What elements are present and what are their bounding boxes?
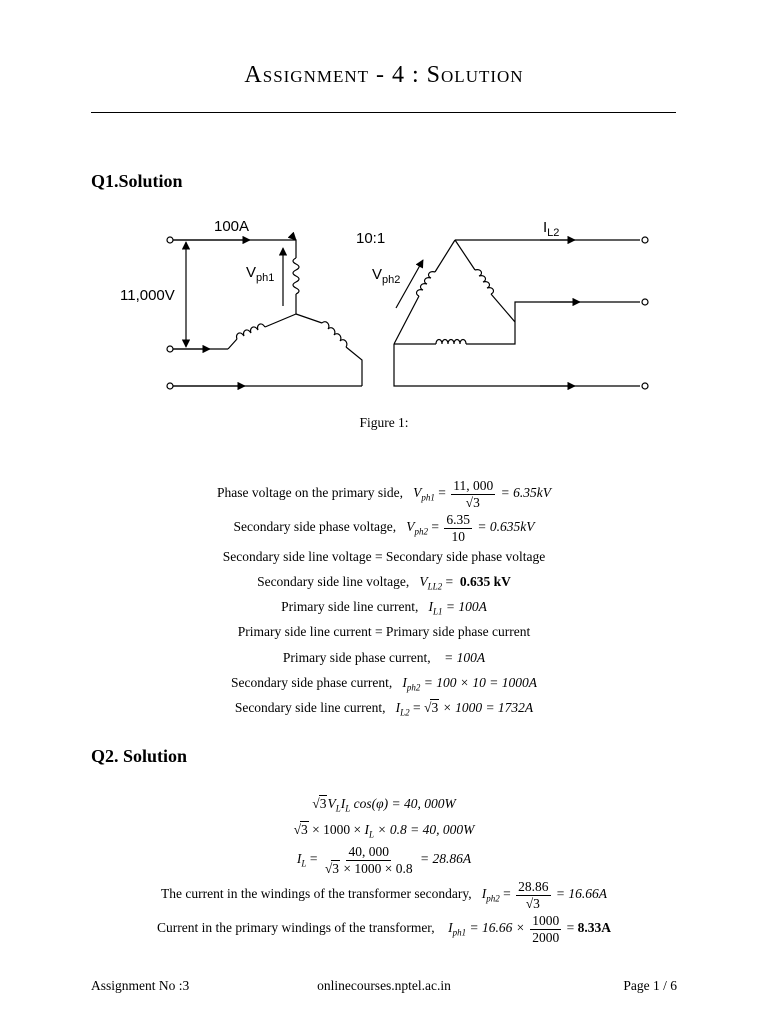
figure-vph2-label: V <box>372 266 383 283</box>
q1-eq-phase-voltage-secondary: Secondary side phase voltage, $V_{ph2}$ = $\frac{6.35}{10}$ = 0.635kV <box>233 512 535 544</box>
figure-il2-label: I <box>543 219 548 236</box>
q2-eq-secondary-winding-current: The current in the windings of the transformer secondary, $I_{ph2}$ = $\frac{28.86}{√3}$ = 16.66A <box>160 879 607 911</box>
figure-ratio-label: 10:1 <box>356 230 386 247</box>
q2-eq-substitution: $√3 \times 1000 \times I_L \times 0.8 = 40$, 000W <box>293 822 475 840</box>
svg-text:Vph2 <box>372 266 400 286</box>
q1-eq-line-equals-phase: Secondary side line voltage = Secondary side phase voltage <box>222 549 546 564</box>
svg-text:IL2 <box>543 219 559 239</box>
svg-text:Vph1 <box>246 264 274 284</box>
q2-eq-power: $√3V_LI_L$ cos(φ) = 40, 000W <box>312 796 456 814</box>
q1-eq-primary-line-current: Primary side line current, $I_{L1} = 100A$ <box>281 599 487 617</box>
terminal-icon <box>642 237 648 243</box>
transformer-diagram <box>100 210 660 400</box>
footer-page-number: Page 1 / 6 <box>623 978 677 993</box>
q1-heading: Q1.Solution <box>91 171 183 191</box>
title-rule <box>91 112 676 113</box>
q1-eq-secondary-phase-current: Secondary side phase current, $I_{ph2} = 100 \times 10 = 1000A$ <box>231 675 537 693</box>
figure-vph2-sub: ph2 <box>382 274 401 286</box>
footer-assignment: Assignment No :3 <box>91 978 190 993</box>
figure-current-label: 100A <box>214 218 250 235</box>
terminal-icon <box>642 299 648 305</box>
page-title: Assignment - 4 : Solution <box>244 62 524 88</box>
q2-eq-line-current: $I_L$ = $\frac{40, 000}{√3 \times 1000 \times 0.8}$ = 28.86A <box>296 844 472 876</box>
q1-eq-line-voltage-secondary: Secondary side line voltage, $V_{LL2} = 0.635$ kV <box>257 574 511 592</box>
terminal-icon <box>167 383 173 389</box>
q2-heading: Q2. Solution <box>91 746 188 766</box>
q1-eq-phase-voltage-primary: Phase voltage on the primary side, $V_{ph1}$ = $\frac{11, 000}{√3}$ = 6.35kV <box>217 478 551 510</box>
q1-eq-line-equals-phase-current: Primary side line current = Primary side phase current <box>237 624 531 639</box>
terminal-icon <box>167 237 173 243</box>
q2-eq-primary-winding-current: Current in the primary windings of the transformer, $I_{ph1} = 16.66$ × $\frac{1000}{2000}$ = 8.33A <box>157 913 611 945</box>
terminal-icon <box>642 383 648 389</box>
figure-line-voltage-label: 11,000V <box>120 287 175 304</box>
terminal-icon <box>167 346 173 352</box>
figure-vph1-label: V <box>246 264 257 281</box>
q1-eq-primary-phase-current: Primary side phase current, = 100A <box>282 650 486 665</box>
figure-vph1-sub: ph1 <box>256 272 275 284</box>
figure-caption: Figure 1: <box>359 415 409 430</box>
figure-il2-sub: L2 <box>547 227 560 239</box>
q1-eq-secondary-line-current: Secondary side line current, $I_{L2} = √3 \times 1000 = 1732A$ <box>234 700 534 718</box>
footer-website: onlinecourses.nptel.ac.in <box>317 978 451 993</box>
